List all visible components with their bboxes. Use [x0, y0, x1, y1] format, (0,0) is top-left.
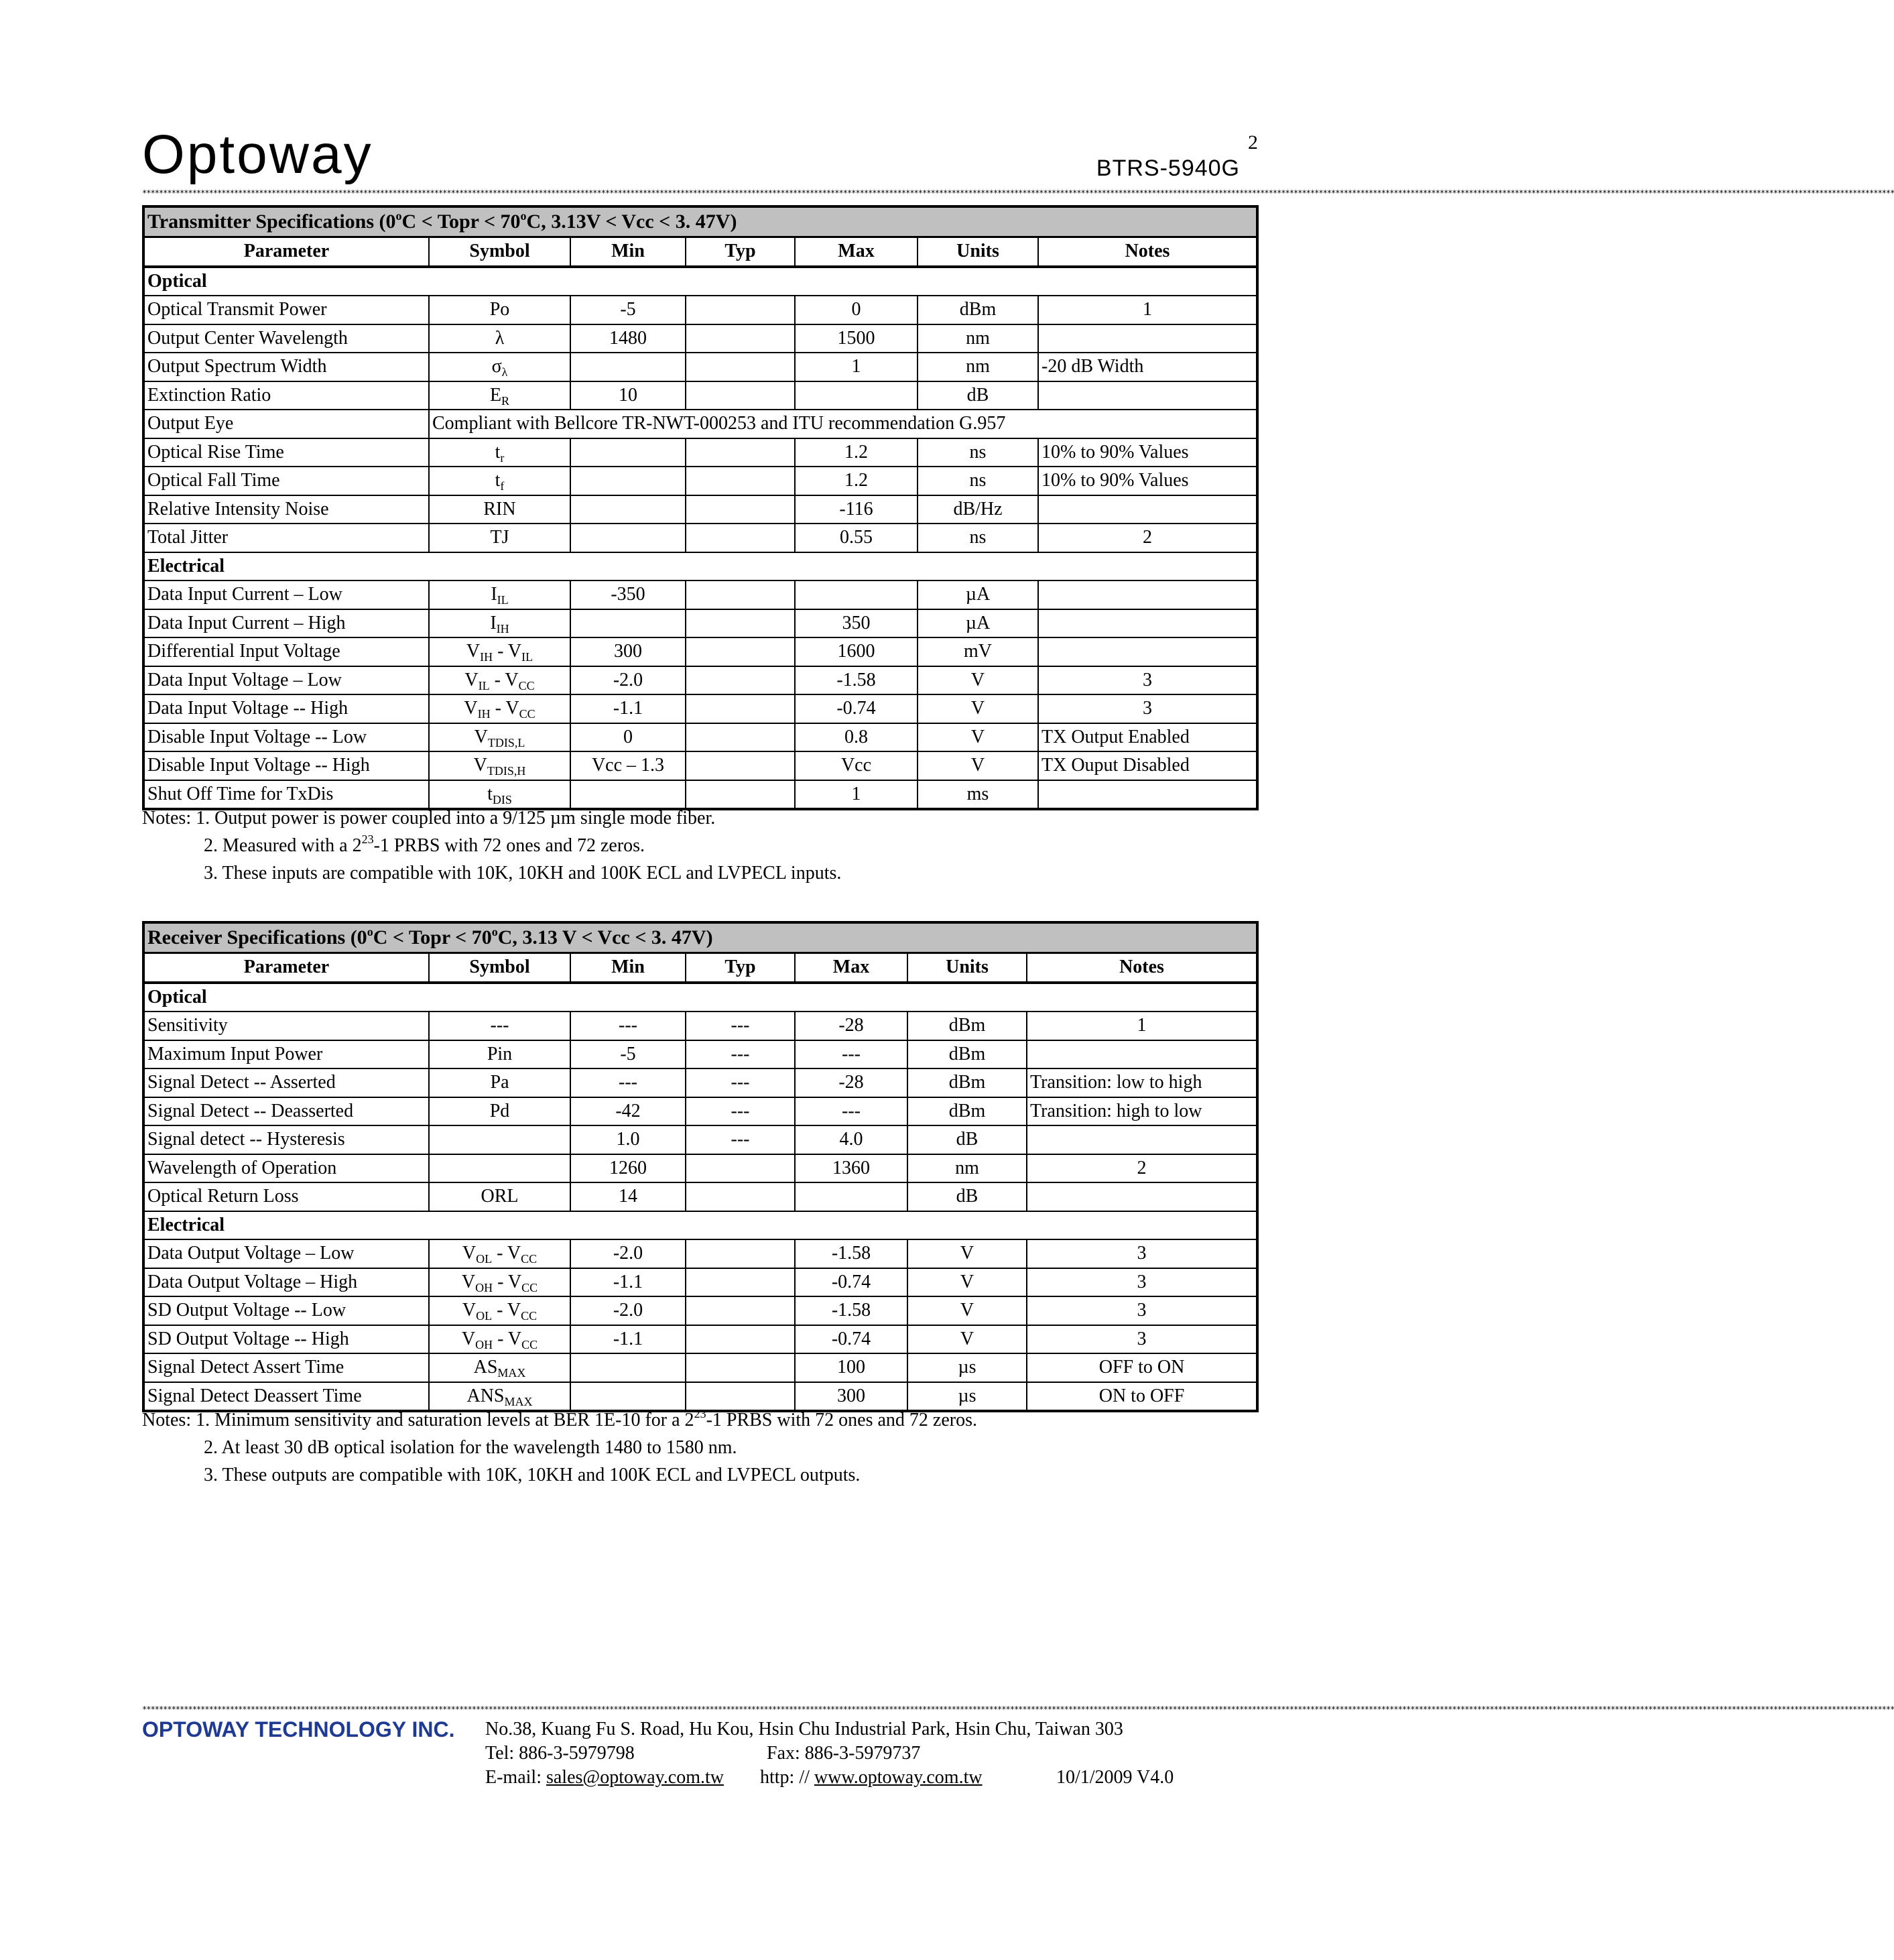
section-label: Electrical — [143, 1211, 1257, 1240]
column-header: Typ — [686, 953, 795, 983]
typ-cell: --- — [686, 1040, 795, 1069]
symbol-cell: $AS_{MAX}$ — [429, 1353, 570, 1382]
min-cell: -5 — [570, 1040, 686, 1069]
note-line: 3. These outputs are compatible with 10K, 10KH and 100K ECL and LVPECL outputs. — [204, 1465, 861, 1485]
notes-cell: 1 — [1027, 1012, 1257, 1040]
asterisk-divider: ************************************************************************************************************************************************************************************************************************************************************************************************************************************************************************************************************************************ — [142, 188, 1894, 198]
section-label: Optical — [143, 267, 1257, 296]
parameter-cell: Signal Detect Deassert Time — [143, 1382, 429, 1412]
parameter-cell: Data Input Voltage – Low — [143, 666, 429, 695]
receiver-notes — [142, 1406, 977, 1489]
parameter-cell: Signal Detect -- Asserted — [143, 1068, 429, 1097]
email-link[interactable]: sales@optoway.com.tw — [546, 1767, 724, 1788]
column-header: Parameter — [143, 237, 429, 267]
parameter-cell: Optical Transmit Power — [143, 296, 429, 324]
parameter-cell: Maximum Input Power — [143, 1040, 429, 1069]
notes-cell: OFF to ON — [1027, 1353, 1257, 1382]
table-row — [143, 723, 1257, 752]
min-cell — [570, 353, 686, 381]
typ-cell — [686, 723, 795, 752]
max-cell: 1 — [795, 780, 918, 810]
parameter-cell: Data Input Voltage -- High — [143, 694, 429, 723]
units-cell: ns — [918, 438, 1038, 467]
symbol-cell: $V_{OH} - V_{CC}$ — [429, 1268, 570, 1297]
note-line: 2. Measured with a $2^{23}-1$ PRBS with 72 ones and 72 zeros. — [204, 833, 645, 856]
max-cell: 1.2 — [795, 467, 918, 495]
notes-cell — [1038, 637, 1257, 666]
notes-cell — [1038, 609, 1257, 638]
typ-cell: --- — [686, 1097, 795, 1126]
notes-cell — [1027, 1182, 1257, 1211]
parameter-cell: Disable Input Voltage -- High — [143, 751, 429, 780]
receiver-spec-table — [142, 921, 1259, 1412]
max-cell: -0.74 — [795, 1325, 907, 1354]
table-row — [143, 1097, 1257, 1126]
units-cell: V — [907, 1325, 1027, 1354]
notes-cell: 10% to 90% Values — [1038, 467, 1257, 495]
website-line — [760, 1767, 983, 1788]
max-cell: -1.58 — [795, 1296, 907, 1325]
symbol-cell: --- — [429, 1012, 570, 1040]
table-row — [143, 1296, 1257, 1325]
min-cell: -350 — [570, 580, 686, 609]
symbol-cell: Po — [429, 296, 570, 324]
column-header: Units — [918, 237, 1038, 267]
table-title: Transmitter Specifications ($0^oC$ < Topr < $70^oC$, 3.13V < Vcc < 3. 47V) — [143, 206, 1257, 237]
column-header: Notes — [1027, 953, 1257, 983]
min-cell: -1.1 — [570, 1325, 686, 1354]
note-line: Notes: 1. Minimum sensitivity and saturation levels at BER 1E-10 for a $2^{23}-1$ PRBS with 72 ones and 72 zeros. — [142, 1407, 977, 1430]
parameter-cell: Data Input Current – High — [143, 609, 429, 638]
notes-cell — [1038, 580, 1257, 609]
notes-cell — [1038, 324, 1257, 353]
typ-cell — [686, 609, 795, 638]
table-row — [143, 1012, 1257, 1040]
notes-cell: 2 — [1027, 1154, 1257, 1183]
symbol-cell: $I_{IH}$ — [429, 609, 570, 638]
table-row — [143, 410, 1257, 438]
parameter-cell: Signal Detect -- Deasserted — [143, 1097, 429, 1126]
max-cell: -0.74 — [795, 694, 918, 723]
parameter-cell: Output Eye — [143, 410, 429, 438]
typ-cell — [686, 666, 795, 695]
units-cell: dBm — [907, 1068, 1027, 1097]
units-cell: V — [918, 694, 1038, 723]
table-row — [143, 296, 1257, 324]
table-title: Receiver Specifications ($0^oC$ < Topr < $70^oC$, 3.13 V < Vcc < 3. 47V) — [143, 922, 1257, 953]
notes-cell: 3 — [1027, 1268, 1257, 1297]
page-number: 2 — [1248, 131, 1258, 154]
max-cell: -1.58 — [795, 1239, 907, 1268]
max-cell — [795, 381, 918, 410]
notes-cell: -20 dB Width — [1038, 353, 1257, 381]
min-cell: -1.1 — [570, 1268, 686, 1297]
notes-cell: ON to OFF — [1027, 1382, 1257, 1412]
table-row — [143, 666, 1257, 695]
notes-cell: Transition: low to high — [1027, 1068, 1257, 1097]
typ-cell — [686, 324, 795, 353]
units-cell: nm — [918, 324, 1038, 353]
units-cell: V — [907, 1296, 1027, 1325]
typ-cell — [686, 1353, 795, 1382]
max-cell: --- — [795, 1097, 907, 1126]
parameter-cell: Data Input Current – Low — [143, 580, 429, 609]
parameter-cell: Extinction Ratio — [143, 381, 429, 410]
symbol-cell: $V_{IH} - V_{IL}$ — [429, 637, 570, 666]
typ-cell — [686, 1182, 795, 1211]
table-row — [143, 1068, 1257, 1097]
table-row — [143, 1125, 1257, 1154]
max-cell — [795, 580, 918, 609]
note-line: Notes: 1. Output power is power coupled into a 9/125 µm single mode fiber. — [142, 808, 716, 829]
min-cell — [570, 467, 686, 495]
parameter-cell: Data Output Voltage – High — [143, 1268, 429, 1297]
table-row — [143, 1325, 1257, 1354]
min-cell: -2.0 — [570, 1239, 686, 1268]
table-row — [143, 1182, 1257, 1211]
max-cell: --- — [795, 1040, 907, 1069]
typ-cell: --- — [686, 1012, 795, 1040]
parameter-cell: SD Output Voltage -- High — [143, 1325, 429, 1354]
section-label: Optical — [143, 983, 1257, 1012]
typ-cell — [686, 524, 795, 552]
notes-cell: 10% to 90% Values — [1038, 438, 1257, 467]
notes-cell: 2 — [1038, 524, 1257, 552]
min-cell — [570, 609, 686, 638]
symbol-cell — [429, 1125, 570, 1154]
symbol-cell: ORL — [429, 1182, 570, 1211]
units-cell: dBm — [907, 1097, 1027, 1126]
units-cell: V — [907, 1268, 1027, 1297]
symbol-cell: $V_{OH} - V_{CC}$ — [429, 1325, 570, 1354]
units-cell: dBm — [907, 1040, 1027, 1069]
section-label: Electrical — [143, 552, 1257, 581]
table-row — [143, 609, 1257, 638]
min-cell: --- — [570, 1012, 686, 1040]
parameter-cell: Sensitivity — [143, 1012, 429, 1040]
column-header: Symbol — [429, 237, 570, 267]
min-cell — [570, 438, 686, 467]
symbol-cell: $t_f$ — [429, 467, 570, 495]
symbol-cell: $E_R$ — [429, 381, 570, 410]
symbol-cell: TJ — [429, 524, 570, 552]
min-cell: 0 — [570, 723, 686, 752]
max-cell: 1600 — [795, 637, 918, 666]
min-cell: 14 — [570, 1182, 686, 1211]
parameter-cell: Optical Rise Time — [143, 438, 429, 467]
telephone: Tel: 886-3-5979798 — [485, 1743, 635, 1764]
symbol-cell: $ANS_{MAX}$ — [429, 1382, 570, 1412]
section-header-row — [143, 267, 1257, 296]
parameter-cell: Shut Off Time for TxDis — [143, 780, 429, 810]
units-cell: V — [907, 1239, 1027, 1268]
max-cell: -28 — [795, 1012, 907, 1040]
units-cell: nm — [918, 353, 1038, 381]
symbol-cell: $\sigma_\lambda$ — [429, 353, 570, 381]
parameter-cell: Differential Input Voltage — [143, 637, 429, 666]
typ-cell — [686, 296, 795, 324]
max-cell: -0.74 — [795, 1268, 907, 1297]
min-cell: 10 — [570, 381, 686, 410]
max-cell: 1.2 — [795, 438, 918, 467]
table-title-row — [143, 206, 1257, 237]
typ-cell — [686, 1239, 795, 1268]
table-row — [143, 1353, 1257, 1382]
column-header: Parameter — [143, 953, 429, 983]
table-row — [143, 1268, 1257, 1297]
table-row — [143, 694, 1257, 723]
parameter-cell: Total Jitter — [143, 524, 429, 552]
units-cell: µs — [907, 1353, 1027, 1382]
brand-logo: Optoway — [142, 124, 373, 185]
table-row — [143, 495, 1257, 524]
table-row — [143, 467, 1257, 495]
parameter-cell: Disable Input Voltage -- Low — [143, 723, 429, 752]
typ-cell: --- — [686, 1068, 795, 1097]
table-row — [143, 438, 1257, 467]
typ-cell — [686, 1325, 795, 1354]
symbol-cell: $t_{DIS}$ — [429, 780, 570, 810]
units-cell: µA — [918, 609, 1038, 638]
min-cell: -5 — [570, 296, 686, 324]
notes-cell: 3 — [1027, 1296, 1257, 1325]
typ-cell — [686, 694, 795, 723]
units-cell: ms — [918, 780, 1038, 810]
notes-cell — [1038, 780, 1257, 810]
min-cell: Vcc – 1.3 — [570, 751, 686, 780]
notes-cell: 3 — [1038, 666, 1257, 695]
table-header-row — [143, 953, 1257, 983]
table-row — [143, 381, 1257, 410]
asterisk-divider: ************************************************************************************************************************************************************************************************************************************************************************************************************************************************************************************************************************************ — [142, 1705, 1894, 1714]
units-cell: mV — [918, 637, 1038, 666]
table-row — [143, 1154, 1257, 1183]
typ-cell — [686, 381, 795, 410]
typ-cell — [686, 438, 795, 467]
symbol-cell: $V_{IL} - V_{CC}$ — [429, 666, 570, 695]
parameter-cell: Signal Detect Assert Time — [143, 1353, 429, 1382]
parameter-cell: Output Spectrum Width — [143, 353, 429, 381]
max-cell — [795, 1182, 907, 1211]
symbol-cell: λ — [429, 324, 570, 353]
min-cell: 300 — [570, 637, 686, 666]
typ-cell — [686, 580, 795, 609]
notes-cell: TX Output Enabled — [1038, 723, 1257, 752]
section-header-row — [143, 1211, 1257, 1240]
typ-cell — [686, 637, 795, 666]
table-row — [143, 524, 1257, 552]
notes-cell: Transition: high to low — [1027, 1097, 1257, 1126]
fax: Fax: 886-3-5979737 — [767, 1743, 921, 1764]
units-cell: µs — [907, 1382, 1027, 1412]
units-cell: dB — [907, 1182, 1027, 1211]
notes-cell — [1038, 495, 1257, 524]
min-cell: -1.1 — [570, 694, 686, 723]
units-cell: dB — [918, 381, 1038, 410]
symbol-cell — [429, 1154, 570, 1183]
part-number: BTRS-5940G — [1096, 156, 1240, 181]
max-cell: 350 — [795, 609, 918, 638]
max-cell: 300 — [795, 1382, 907, 1412]
min-cell — [570, 1353, 686, 1382]
parameter-cell: Data Output Voltage – Low — [143, 1239, 429, 1268]
min-cell: -2.0 — [570, 1296, 686, 1325]
max-cell: -1.58 — [795, 666, 918, 695]
units-cell: V — [918, 723, 1038, 752]
max-cell: 1 — [795, 353, 918, 381]
typ-cell — [686, 1154, 795, 1183]
typ-cell: --- — [686, 1125, 795, 1154]
parameter-cell: Wavelength of Operation — [143, 1154, 429, 1183]
notes-cell — [1027, 1125, 1257, 1154]
max-cell: 0 — [795, 296, 918, 324]
symbol-cell: Pd — [429, 1097, 570, 1126]
date-version: 10/1/2009 V4.0 — [1056, 1767, 1174, 1788]
parameter-cell: Optical Return Loss — [143, 1182, 429, 1211]
typ-cell — [686, 353, 795, 381]
email-line — [485, 1767, 724, 1788]
company-name: OPTOWAY TECHNOLOGY INC. — [142, 1717, 455, 1741]
symbol-cell: $V_{TDIS,L}$ — [429, 723, 570, 752]
max-cell: -28 — [795, 1068, 907, 1097]
column-header: Units — [907, 953, 1027, 983]
symbol-cell: $V_{TDIS,H}$ — [429, 751, 570, 780]
parameter-cell: Output Center Wavelength — [143, 324, 429, 353]
notes-cell: 3 — [1027, 1239, 1257, 1268]
symbol-cell: Pa — [429, 1068, 570, 1097]
units-cell: dBm — [918, 296, 1038, 324]
typ-cell — [686, 1296, 795, 1325]
units-cell: V — [918, 666, 1038, 695]
company-address: No.38, Kuang Fu S. Road, Hu Kou, Hsin Chu Industrial Park, Hsin Chu, Taiwan 303 — [485, 1719, 1123, 1739]
table-row — [143, 324, 1257, 353]
typ-cell — [686, 751, 795, 780]
email-label: E-mail: — [485, 1767, 546, 1788]
max-cell: Vcc — [795, 751, 918, 780]
section-header-row — [143, 983, 1257, 1012]
parameter-cell: SD Output Voltage -- Low — [143, 1296, 429, 1325]
max-cell: -116 — [795, 495, 918, 524]
units-cell: ns — [918, 467, 1038, 495]
column-header: Max — [795, 953, 907, 983]
column-header: Symbol — [429, 953, 570, 983]
units-cell: nm — [907, 1154, 1027, 1183]
spanned-note-cell: Compliant with Bellcore TR-NWT-000253 and ITU recommendation G.957 — [429, 410, 1257, 438]
notes-cell: 3 — [1027, 1325, 1257, 1354]
website-link[interactable]: www.optoway.com.tw — [814, 1767, 983, 1788]
symbol-cell: $V_{IH} - V_{CC}$ — [429, 694, 570, 723]
max-cell: 1500 — [795, 324, 918, 353]
min-cell: -42 — [570, 1097, 686, 1126]
parameter-cell: Relative Intensity Noise — [143, 495, 429, 524]
note-line: 3. These inputs are compatible with 10K, 10KH and 100K ECL and LVPECL inputs. — [204, 863, 842, 883]
table-row — [143, 353, 1257, 381]
column-header: Typ — [686, 237, 795, 267]
notes-cell: TX Ouput Disabled — [1038, 751, 1257, 780]
min-cell: --- — [570, 1068, 686, 1097]
transmitter-notes — [142, 804, 841, 887]
column-header: Notes — [1038, 237, 1257, 267]
symbol-cell: $t_r$ — [429, 438, 570, 467]
transmitter-spec-table — [142, 205, 1259, 810]
column-header: Min — [570, 237, 686, 267]
notes-cell — [1038, 381, 1257, 410]
section-header-row — [143, 552, 1257, 581]
units-cell: dBm — [907, 1012, 1027, 1040]
typ-cell — [686, 467, 795, 495]
max-cell: 100 — [795, 1353, 907, 1382]
symbol-cell: $V_{OL} - V_{CC}$ — [429, 1239, 570, 1268]
min-cell: 1260 — [570, 1154, 686, 1183]
table-row — [143, 637, 1257, 666]
max-cell: 0.55 — [795, 524, 918, 552]
min-cell: 1480 — [570, 324, 686, 353]
min-cell: -2.0 — [570, 666, 686, 695]
notes-cell: 3 — [1038, 694, 1257, 723]
units-cell: ns — [918, 524, 1038, 552]
note-line: 2. At least 30 dB optical isolation for the wavelength 1480 to 1580 nm. — [204, 1437, 737, 1458]
table-title-row — [143, 922, 1257, 953]
units-cell: V — [918, 751, 1038, 780]
table-row — [143, 1239, 1257, 1268]
parameter-cell: Signal detect -- Hysteresis — [143, 1125, 429, 1154]
units-cell: dB — [907, 1125, 1027, 1154]
table-header-row — [143, 237, 1257, 267]
min-cell: 1.0 — [570, 1125, 686, 1154]
table-row — [143, 751, 1257, 780]
units-cell: dB/Hz — [918, 495, 1038, 524]
column-header: Min — [570, 953, 686, 983]
symbol-cell: Pin — [429, 1040, 570, 1069]
symbol-cell: $V_{OL} - V_{CC}$ — [429, 1296, 570, 1325]
column-header: Max — [795, 237, 918, 267]
website-label: http: // — [760, 1767, 814, 1788]
max-cell: 4.0 — [795, 1125, 907, 1154]
typ-cell — [686, 1268, 795, 1297]
units-cell: µA — [918, 580, 1038, 609]
max-cell: 1360 — [795, 1154, 907, 1183]
symbol-cell: RIN — [429, 495, 570, 524]
max-cell: 0.8 — [795, 723, 918, 752]
notes-cell: 1 — [1038, 296, 1257, 324]
typ-cell — [686, 495, 795, 524]
min-cell — [570, 495, 686, 524]
symbol-cell: $I_{IL}$ — [429, 580, 570, 609]
table-row — [143, 580, 1257, 609]
min-cell — [570, 524, 686, 552]
table-row — [143, 1040, 1257, 1069]
notes-cell — [1027, 1040, 1257, 1069]
parameter-cell: Optical Fall Time — [143, 467, 429, 495]
